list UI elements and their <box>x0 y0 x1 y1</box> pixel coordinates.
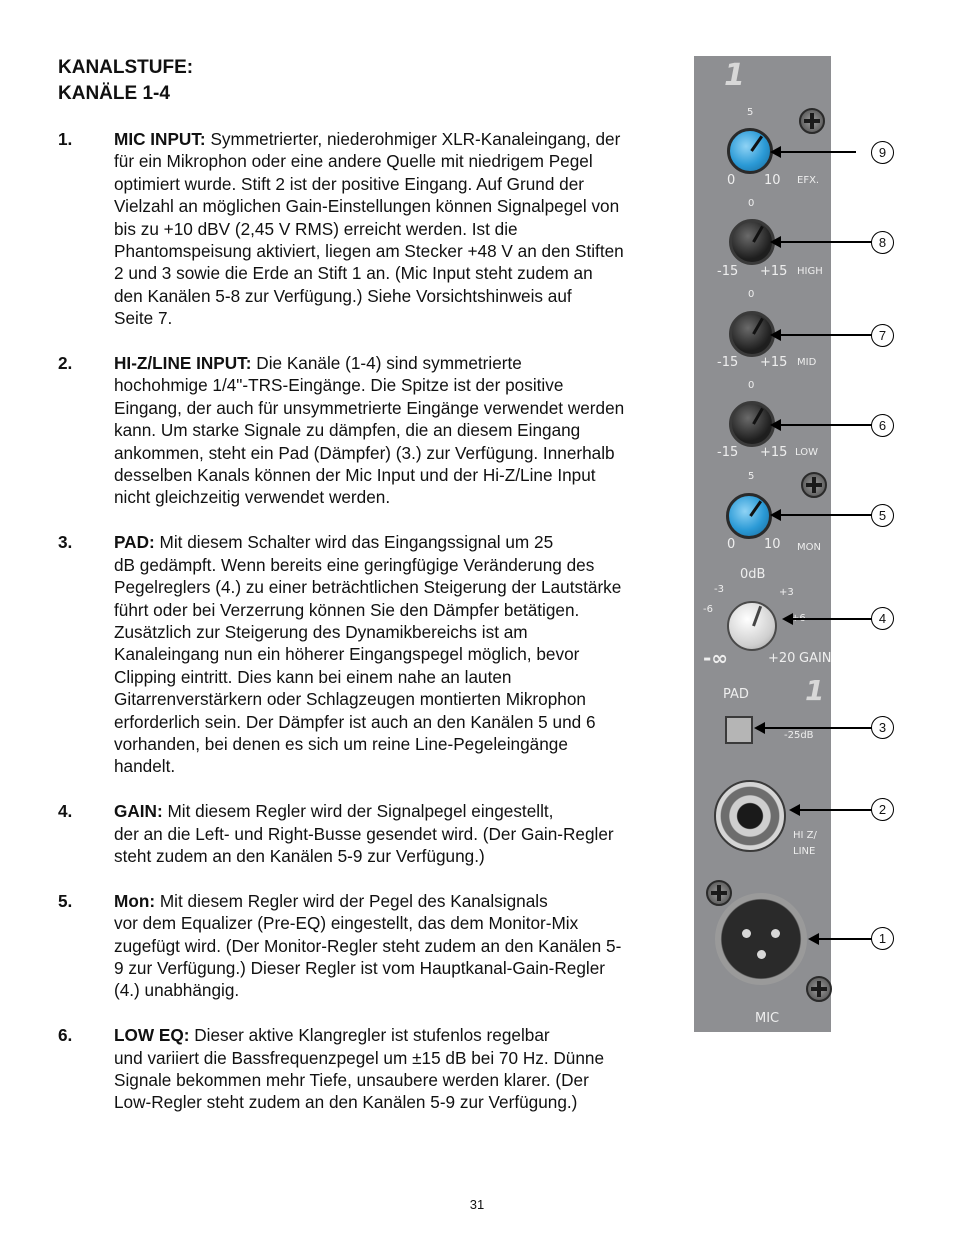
callout-5: 5 <box>871 504 894 527</box>
leader-line <box>780 151 856 153</box>
xlr-pin <box>771 929 780 938</box>
gain-scale-zero: 0dB <box>740 567 766 582</box>
item-number: 1. <box>58 129 73 149</box>
xlr-pin <box>757 950 766 959</box>
pad-label: PAD <box>723 687 749 702</box>
callout-1: 1 <box>871 927 894 950</box>
item-label: MIC INPUT: <box>114 129 206 149</box>
callout-8: 8 <box>871 231 894 254</box>
xlr-pin <box>742 929 751 938</box>
item-list <box>58 128 678 1136</box>
item-label: GAIN: <box>114 801 163 822</box>
callout-4: 4 <box>871 607 894 630</box>
mon-label: MON <box>797 542 821 553</box>
item-number: 3. <box>58 532 73 553</box>
pad-channel-number: 1 <box>805 674 825 707</box>
mid-scale-max: +15 <box>760 355 788 370</box>
low-scale-max: +15 <box>760 445 788 460</box>
callout-9: 9 <box>871 141 894 164</box>
item-text: Symmetrierter, niederohmiger XLR-Kanaleingang, der für ein Mikrophon oder eine andere Quelle mit niedrigem Pegel optimiert wurde. Stift 2 ist der positive Eingang. Auf Grund der Vielzahl an möglichen Gain-Einstellungen können Signalpegel von bis zu +10 dBV (2,45 V RMS) erreicht werden. Ist die Phantomspeisung aktiviert, liegen am Stecker +48 V an den Stiften 2 und 3 sowie die Erde an Stift 1 an. (Mic Input steht zudem an den Kanälen 5-8 zur Verfügung.) Siehe Vorsichtshinweis auf Seite 7. <box>114 129 624 329</box>
high-label: HIGH <box>797 266 823 277</box>
arrow-icon <box>754 722 765 734</box>
item-label: LOW EQ: <box>114 1025 190 1046</box>
arrow-icon <box>770 236 781 248</box>
efx-knob[interactable] <box>727 128 773 174</box>
high-eq-knob[interactable] <box>729 219 775 265</box>
arrow-icon <box>770 509 781 521</box>
arrow-icon <box>782 613 793 625</box>
gain-scale-max: +20 <box>768 651 796 666</box>
item-number: 2. <box>58 353 73 374</box>
pad-switch[interactable] <box>725 716 753 744</box>
high-scale-min: -15 <box>717 264 739 279</box>
leader-line <box>818 938 872 940</box>
item-number: 4. <box>58 801 73 822</box>
screw-icon <box>706 880 732 906</box>
gain-label: GAIN <box>799 651 832 666</box>
heading-line-1: KANALSTUFE: <box>58 57 194 78</box>
screw-icon <box>806 976 832 1002</box>
list-item <box>58 1024 678 1114</box>
arrow-icon <box>770 419 781 431</box>
low-scale-min: -15 <box>717 445 739 460</box>
gain-scale-min: -∞ <box>703 646 728 670</box>
mon-knob[interactable] <box>726 493 772 539</box>
hi-z-line-jack[interactable] <box>714 780 786 852</box>
item-number: 5. <box>58 890 73 911</box>
arrow-icon <box>808 933 819 945</box>
efx-label: EFX. <box>797 175 820 186</box>
item-text: Mit diesem Regler wird der Signalpegel eingestellt, der an die Left- und Right-Busse gesendet wird. (Der Gain-Regler steht zudem an den Kanälen 5-9 zur Verfügung.) <box>114 801 614 866</box>
mid-eq-knob[interactable] <box>729 311 775 357</box>
list-item <box>58 128 678 330</box>
leader-line <box>780 241 872 243</box>
page-number: 31 <box>469 1197 485 1212</box>
item-text: Die Kanäle (1-4) sind symmetrierte hochohmige 1/4"-TRS-Eingänge. Die Spitze ist der positive Eingang, der auch für unsymmetrierte Eingänge verwendet werden kann. Um starke Signale zu dämpfen, die an diesem Eingang ankommen, steht ein Pad (Dämpfer) (3.) zur Verfügung. Innerhalb desselben Kanals können der Mic Input und der Hi-Z/Line Input nicht gleichzeitig verwendet werden. <box>114 353 625 508</box>
leader-line <box>780 514 872 516</box>
arrow-icon <box>770 329 781 341</box>
channel-number: 1 <box>724 58 745 93</box>
list-item <box>58 890 678 1002</box>
item-label: PAD: <box>114 532 155 553</box>
mid-scale-min: -15 <box>717 355 739 370</box>
callout-2: 2 <box>871 798 894 821</box>
mon-scale-max: 10 <box>764 537 781 552</box>
low-eq-knob[interactable] <box>729 401 775 447</box>
callout-7: 7 <box>871 324 894 347</box>
high-scale-max: +15 <box>760 264 788 279</box>
efx-scale-min: 0 <box>727 173 736 188</box>
high-scale-mid: 0 <box>748 198 755 209</box>
item-text: Mit diesem Schalter wird das Eingangssignal um 25 dB gedämpft. Wenn bereits eine geringfügige Veränderung des Pegelreglers (4.) zu einer beträchtlichen Steigerung der Lautstärke führt oder bei Verzerrung können Sie den Dämpfer betätigen. Zusätzlich zur Steigerung des Dynamikbereichs ist am Kanaleingang nun ein höherer Eingangspegel möglich, bevor Clipping eintritt. Dies kann bei einem nahe an lauten Gitarrenverstärkern oder Schlagzeugen montierten Mikrophon erforderlich sein. Der Dämpfer ist auch an den Kanälen 5 und 6 vorhanden, bei denen es sich um reine Line-Pegeleingänge handelt. <box>114 532 622 777</box>
hiz-label-line-1: HI Z/ <box>793 830 817 841</box>
low-label: LOW <box>795 447 818 458</box>
mon-scale-min: 0 <box>727 537 736 552</box>
leader-line <box>764 727 872 729</box>
arrow-icon <box>770 146 781 158</box>
mid-scale-mid: 0 <box>748 289 755 300</box>
pad-value: -25dB <box>784 730 814 741</box>
item-label: HI-Z/LINE INPUT: <box>114 353 252 374</box>
efx-scale-mid: 5 <box>747 107 754 118</box>
list-item <box>58 531 678 777</box>
screw-icon <box>799 108 825 134</box>
leader-line <box>799 809 872 811</box>
callout-3: 3 <box>871 716 894 739</box>
mon-scale-mid: 5 <box>748 471 755 482</box>
item-number: 6. <box>58 1025 73 1046</box>
item-text: Dieser aktive Klangregler ist stufenlos regelbar und variiert die Bassfrequenzpegel um ±15 dB bei 70 Hz. Dünne Signale bekommen mehr Tiefe, unsaubere werden klarer. (Der Low-Regler steht zudem an den Kanälen 5-9 zur Verfügung.) <box>114 1025 605 1113</box>
leader-line <box>780 424 872 426</box>
leader-line <box>780 334 872 336</box>
mid-label: MID <box>797 357 817 368</box>
gain-knob[interactable] <box>727 601 777 651</box>
hiz-label-line-2: LINE <box>793 846 816 857</box>
gain-scale-minus6: -6 <box>703 604 713 615</box>
mic-label: MIC <box>755 1011 780 1026</box>
gain-scale-minus3: -3 <box>714 584 724 595</box>
callout-6: 6 <box>871 414 894 437</box>
screw-icon <box>801 472 827 498</box>
arrow-icon <box>789 804 800 816</box>
list-item <box>58 800 678 867</box>
item-label: Mon: <box>114 890 156 911</box>
item-text: Mit diesem Regler wird der Pegel des Kanalsignals vor dem Equalizer (Pre-EQ) eingestellt, das dem Monitor-Mix zugefügt wird. (Der Monitor-Regler steht zudem an den Kanälen 5- 9 zur Verfügung.) Dieser Regler ist vom Hauptkanal-Gain-Regler (4.) unabhängig. <box>114 890 622 1001</box>
gain-scale-plus3: +3 <box>779 587 794 598</box>
xlr-mic-connector[interactable] <box>715 893 807 985</box>
low-scale-mid: 0 <box>748 380 755 391</box>
list-item <box>58 352 678 509</box>
heading-line-2: KANÄLE 1-4 <box>58 83 170 104</box>
section-heading <box>58 55 193 107</box>
efx-scale-max: 10 <box>764 173 781 188</box>
leader-line <box>792 618 872 620</box>
